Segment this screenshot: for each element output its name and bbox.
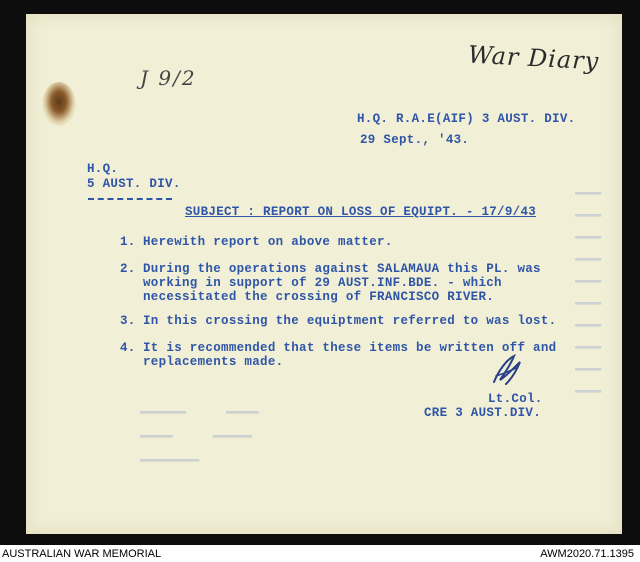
sender-date: 29 Sept., '43. (360, 133, 470, 147)
para-2-line-1: During the operations against SALAMAUA this PL. was (143, 262, 541, 276)
para-4-line-1: It is recommended that these items be written off and (143, 341, 557, 355)
para-4-line-2: replacements made. (143, 355, 284, 369)
signature-title: CRE 3 AUST.DIV. (424, 406, 542, 420)
war-diary-handwriting: War Diary (467, 40, 600, 76)
bleed-through: ▬▬▬▬ ▬▬▬▬ ▬▬▬▬ ▬▬▬▬ ▬▬▬▬ ▬▬▬▬ ▬▬▬▬ ▬▬▬▬ ▬▬▬▬ ▬▬▬▬ (575, 187, 602, 397)
sender-unit: H.Q. R.A.E(AIF) 3 AUST. DIV. (357, 112, 576, 126)
para-2-line-3: necessitated the crossing of FRANCISCO RIVER. (143, 290, 495, 304)
bleed-through-lower: ▬▬▬▬▬▬▬ ▬▬▬▬▬ ▬▬▬▬▬ ▬▬▬▬▬▬ ▬▬▬▬▬▬▬▬▬ (140, 406, 259, 466)
para-1-num: 1. (120, 235, 136, 249)
para-2-line-2: working in support of 29 AUST.INF.BDE. - which (143, 276, 502, 290)
stain-mark (42, 82, 76, 126)
recipient-underline (88, 198, 172, 200)
footer-accession: AWM2020.71.1395 (540, 548, 634, 560)
subject-line: SUBJECT : REPORT ON LOSS OF EQUIPT. - 17/9/43 (185, 205, 537, 219)
file-ref-handwriting: J 9/2 (140, 66, 197, 90)
recipient-line-2: 5 AUST. DIV. (87, 177, 181, 191)
footer-institution: AUSTRALIAN WAR MEMORIAL (2, 548, 162, 560)
para-1-line-1: Herewith report on above matter. (143, 235, 393, 249)
recipient-line-1: H.Q. (87, 162, 119, 176)
signature-rank: Lt.Col. (488, 392, 543, 406)
signature-scribble (488, 352, 528, 388)
para-3-num: 3. (120, 314, 136, 328)
para-3-line-1: In this crossing the equiptment referred to was lost. (143, 314, 557, 328)
para-2-num: 2. (120, 262, 136, 276)
para-4-num: 4. (120, 341, 136, 355)
